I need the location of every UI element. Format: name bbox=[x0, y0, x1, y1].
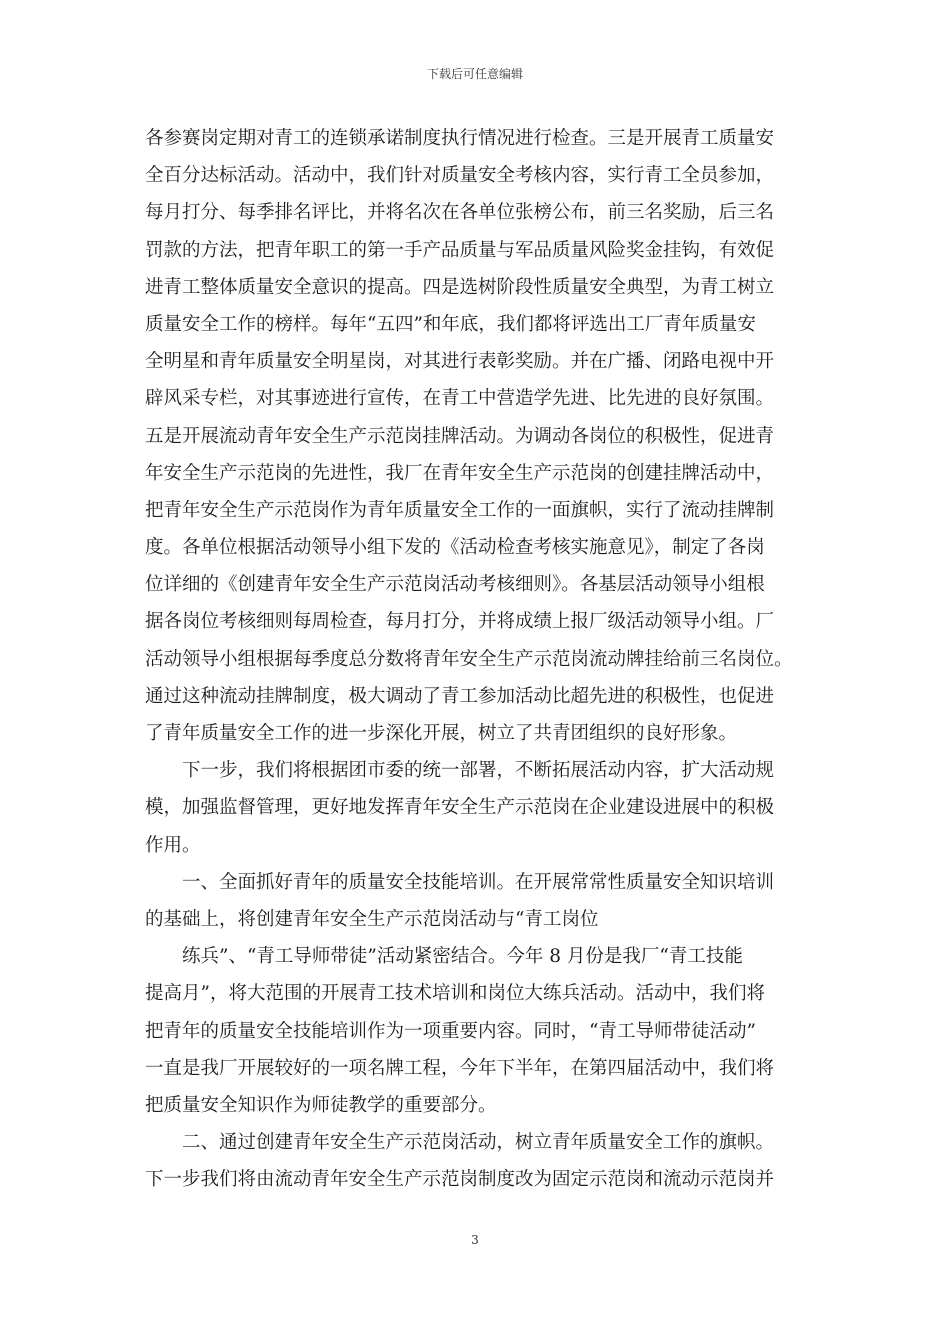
text-line: 把青年的质量安全技能培训作为一项重要内容。同时，“青工导师带徒活动” bbox=[145, 1020, 756, 1042]
text-line: 活动领导小组根据每季度总分数将青年安全生产示范岗流动牌挂给前三名岗位。 bbox=[145, 648, 793, 670]
text-line: 把质量安全知识作为师徒教学的重要部分。 bbox=[145, 1094, 497, 1116]
text-line: 年安全生产示范岗的先进性，我厂在青年安全生产示范岗的创建挂牌活动中， bbox=[145, 462, 775, 484]
text-line: 据各岗位考核细则每周检查，每月打分，并将成绩上报厂级活动领导小组。厂 bbox=[145, 611, 775, 633]
text-line: 辟风采专栏，对其事迹进行宣传，在青工中营造学先进、比先进的良好氛围。 bbox=[145, 388, 775, 410]
text-line: 五是开展流动青年安全生产示范岗挂牌活动。为调动各岗位的积极性，促进青 bbox=[145, 425, 775, 447]
text-line: 把青年安全生产示范岗作为青年质量安全工作的一面旗帜，实行了流动挂牌制 bbox=[145, 499, 775, 521]
text-line: 进青工整体质量安全意识的提高。四是选树阶段性质量安全典型，为青工树立 bbox=[145, 276, 775, 298]
page-number: 3 bbox=[471, 1233, 479, 1247]
text-line: 二、通过创建青年安全生产示范岗活动，树立青年质量安全工作的旗帜。 bbox=[145, 1132, 775, 1154]
text-line: 一、全面抓好青年的质量安全技能培训。在开展常常性质量安全知识培训 bbox=[145, 871, 775, 893]
text-line: 模，加强监督管理，更好地发挥青年安全生产示范岗在企业建设进展中的积极 bbox=[145, 797, 775, 819]
text-line: 全百分达标活动。活动中，我们针对质量安全考核内容，实行青工全员参加， bbox=[145, 165, 775, 187]
text-line: 质量安全工作的榜样。每年“五四”和年底，我们都将评选出工厂青年质量安 bbox=[145, 313, 756, 335]
text-line: 全明星和青年质量安全明星岗，对其进行表彰奖励。并在广播、闭路电视中开 bbox=[145, 351, 775, 373]
text-line: 了青年质量安全工作的进一步深化开展，树立了共青团组织的良好形象。 bbox=[145, 723, 738, 744]
document-body bbox=[145, 120, 825, 1198]
text-line: 练兵”、“青工导师带徒”活动紧密结合。今年 8 月份是我厂“青工技能 bbox=[145, 946, 743, 968]
text-line: 的基础上，将创建青年安全生产示范岗活动与“青工岗位 bbox=[145, 908, 599, 930]
text-line: 下一步，我们将根据团市委的统一部署，不断拓展活动内容，扩大活动规 bbox=[145, 760, 775, 782]
text-line: 作用。 bbox=[145, 834, 201, 856]
text-line: 提高月”，将大范围的开展青工技术培训和岗位大练兵活动。活动中，我们将 bbox=[145, 983, 765, 1005]
text-line: 度。各单位根据活动领导小组下发的《活动检查考核实施意见》，制定了各岗 bbox=[145, 537, 765, 559]
text-line: 位详细的《创建青年安全生产示范岗活动考核细则》。各基层活动领导小组根 bbox=[145, 574, 765, 596]
page-header: 下载后可任意编辑 bbox=[426, 67, 523, 81]
text-line: 下一步我们将由流动青年安全生产示范岗制度改为固定示范岗和流动示范岗并 bbox=[145, 1169, 775, 1191]
text-line: 罚款的方法，把青年职工的第一手产品质量与军品质量风险奖金挂钩，有效促 bbox=[145, 239, 775, 261]
text-line: 一直是我厂开展较好的一项名牌工程，今年下半年，在第四届活动中，我们将 bbox=[145, 1057, 775, 1079]
text-line: 各参赛岗定期对青工的连锁承诺制度执行情况进行检查。三是开展青工质量安 bbox=[145, 128, 775, 149]
text-line: 每月打分、每季排名评比，并将名次在各单位张榜公布，前三名奖励，后三名 bbox=[145, 202, 775, 224]
text-line: 通过这种流动挂牌制度，极大调动了青工参加活动比超先进的积极性，也促进 bbox=[145, 685, 775, 707]
